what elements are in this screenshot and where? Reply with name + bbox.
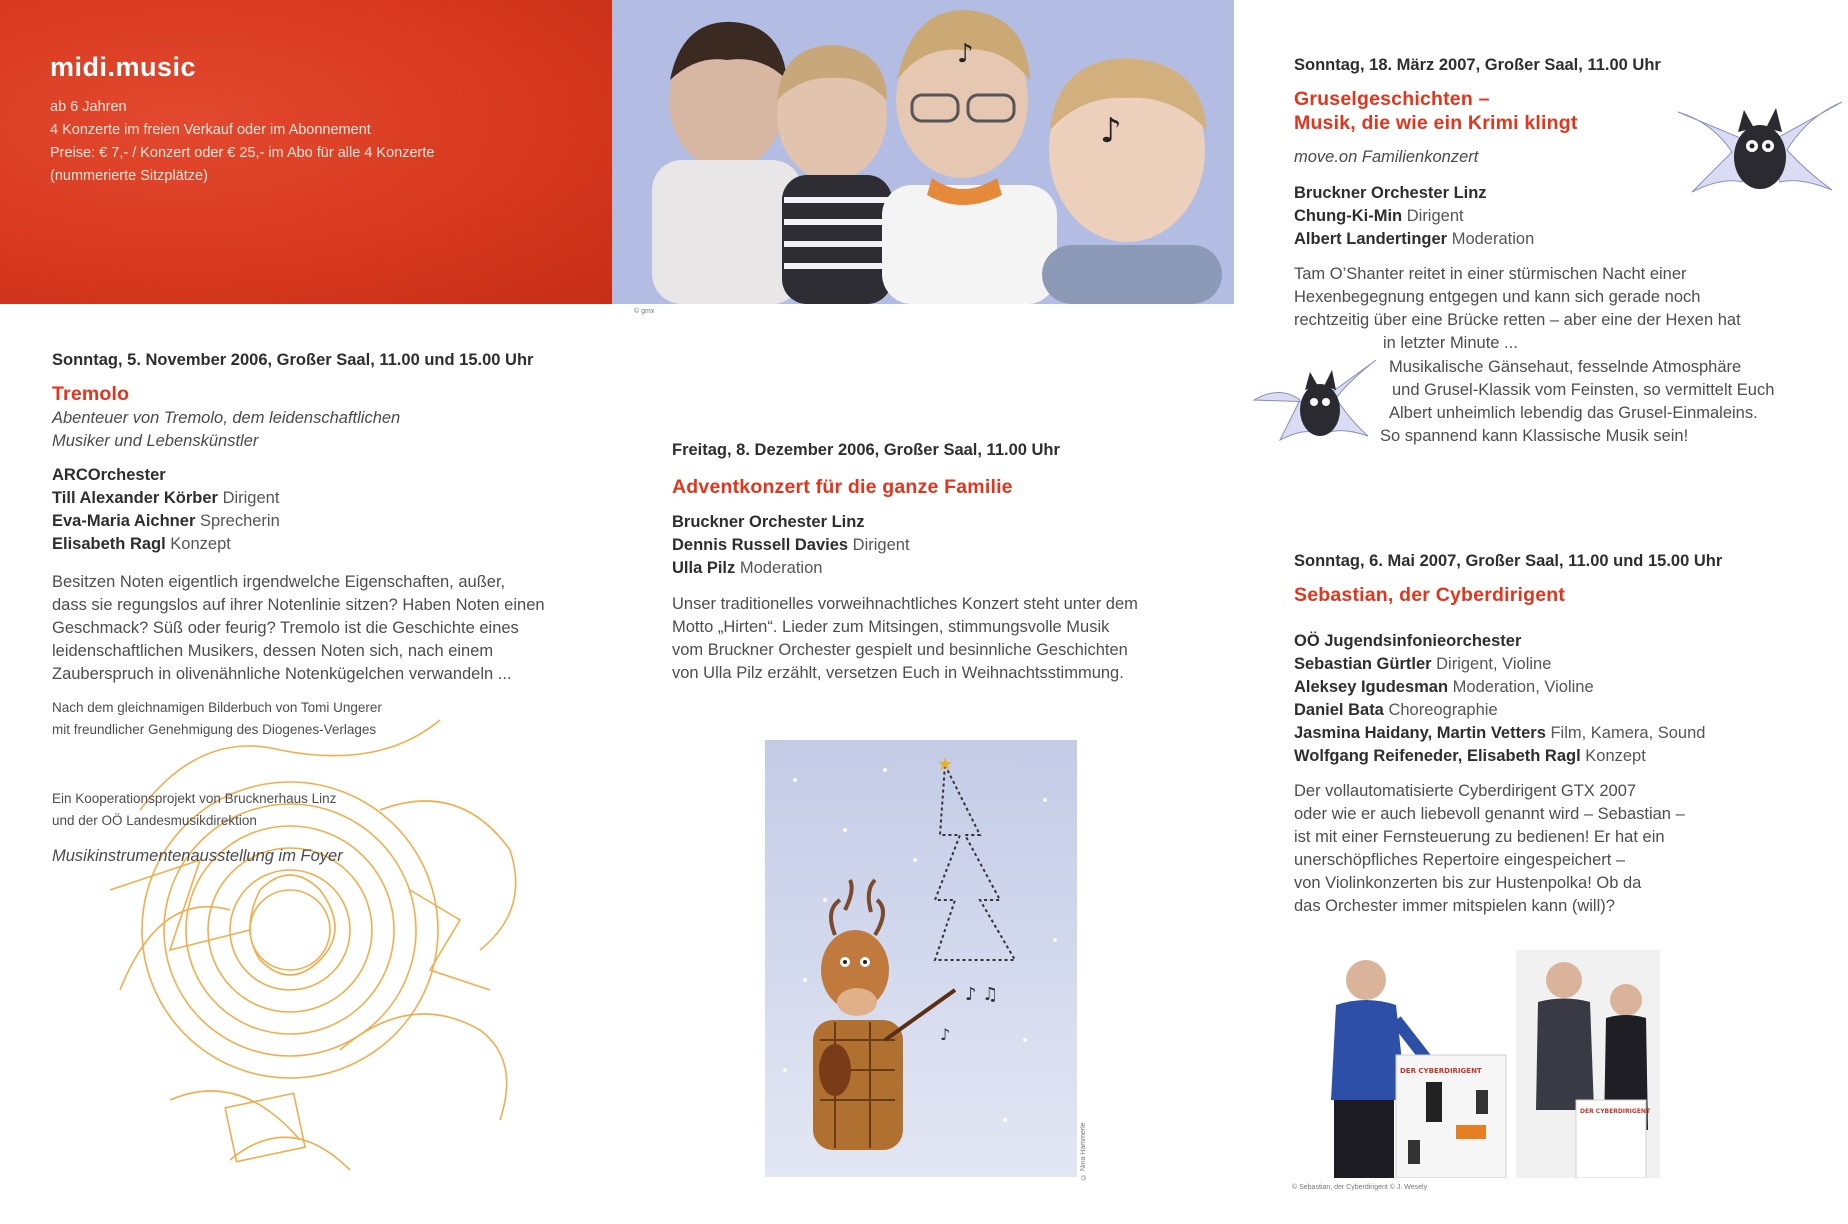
concert4-body-line: von Violinkonzerten bis zur Hustenpolka! Ob da <box>1294 874 1642 892</box>
concert4-body-line: Der vollautomatisierte Cyberdirigent GTX 2007 <box>1294 782 1637 800</box>
svg-text:♪: ♪ <box>1100 111 1122 151</box>
seating-info: (nummerierte Sitzplätze) <box>50 168 208 184</box>
concert4-body-line: ist mit einer Fernsteuerung zu bedienen! Er hat ein <box>1294 828 1665 846</box>
concert1-credit: Eva-Maria Aichner Sprecherin <box>52 512 280 530</box>
svg-text:♪: ♪ <box>940 1025 951 1044</box>
coop-line: und der OÖ Landesmusikdirektion <box>52 813 257 828</box>
concert2-body-line: Unser traditionelles vorweihnachtliches Konzert steht unter dem <box>672 595 1138 613</box>
concert1-date: Sonntag, 5. November 2006, Großer Saal, 11.00 und 15.00 Uhr <box>52 351 534 369</box>
price-info: Preise: € 7,- / Konzert oder € 25,- im Abo für alle 4 Konzerte <box>50 145 435 161</box>
concert1-body-line: leidenschaftlichen Musikers, dessen Noten sich, nach einem <box>52 642 494 660</box>
concert4-body-line: unerschöpfliches Repertoire eingespeichert – <box>1294 851 1626 869</box>
concert4-credit: OÖ Jugendsinfonieorchester <box>1294 632 1522 650</box>
age-info: ab 6 Jahren <box>50 99 127 115</box>
concert1-credit: Till Alexander Körber Dirigent <box>52 489 280 507</box>
concert2-body-line: Motto „Hirten“. Lieder zum Mitsingen, stimmungsvolle Musik <box>672 618 1110 636</box>
concert2-credit: Ulla Pilz Moderation <box>672 559 823 577</box>
concert2-body-line: vom Bruckner Orchester gespielt und besinnliche Geschichten <box>672 641 1128 659</box>
concert3-credit: Bruckner Orchester Linz <box>1294 184 1487 202</box>
concert4-body-line: oder wie er auch liebevoll genannt wird – Sebastian – <box>1294 805 1685 823</box>
concert2-credit: Dennis Russell Davies Dirigent <box>672 536 910 554</box>
photo-credit: © gmx <box>634 308 655 315</box>
concert3-credit: Chung-Ki-Min Dirigent <box>1294 207 1464 225</box>
concert2-date: Freitag, 8. Dezember 2006, Großer Saal, 11.00 Uhr <box>672 441 1060 459</box>
concert3-credit: Albert Landertinger Moderation <box>1294 230 1535 248</box>
children-photo <box>612 0 1234 304</box>
bat-illustration <box>1672 82 1848 202</box>
concert3-body-line: So spannend kann Klassische Musik sein! <box>1380 427 1689 445</box>
sales-info: 4 Konzerte im freien Verkauf oder im Abonnement <box>50 122 371 138</box>
concert1-body-line: Besitzen Noten eigentlich irgendwelche Eigenschaften, außer, <box>52 573 506 591</box>
cyber-box-label: DER CYBERDIRIGENT <box>1400 1067 1482 1075</box>
reindeer-illustration <box>765 740 1077 1177</box>
concert3-body-line: rechtzeitig über eine Brücke retten – aber eine der Hexen hat <box>1294 311 1741 329</box>
cyberdirigent-photo <box>1296 950 1660 1178</box>
concert3-body-line: Hexenbegegnung entgegen und kann sich gerade noch <box>1294 288 1701 306</box>
concert1-note-line: mit freundlicher Genehmigung des Diogenes-Verlages <box>52 722 377 737</box>
concert4-credit: Sebastian Gürtler Dirigent, Violine <box>1294 655 1552 673</box>
concert3-title-line: Gruselgeschichten – <box>1294 88 1490 110</box>
concert4-body-line: das Orchester immer mitspielen kann (will)? <box>1294 897 1615 915</box>
concert3-subtitle: move.on Familienkonzert <box>1294 148 1479 166</box>
brand-title: midi.music <box>50 52 197 82</box>
concert3-body-line: und Grusel-Klassik vom Feinsten, so vermittelt Euch <box>1392 381 1775 399</box>
concert3-body-line: in letzter Minute ... <box>1383 334 1518 352</box>
concert4-credit: Aleksey Igudesman Moderation, Violine <box>1294 678 1594 696</box>
concert1-body-line: dass sie regungslos auf ihrer Notenlinie sitzen? Haben Noten einen <box>52 596 545 614</box>
concert1-body-line: Zauberspruch in olivenähnliche Notenkügelchen verwandeln ... <box>52 665 512 683</box>
concert3-body-line: Tam O’Shanter reitet in einer stürmischen Nacht einer <box>1294 265 1687 283</box>
concert2-credit: Bruckner Orchester Linz <box>672 513 865 531</box>
coop-line: Ein Kooperationsprojekt von Brucknerhaus Linz <box>52 791 337 806</box>
cyberdirigent-credit: © Sebastian, der Cyberdirigent © J. Wesely <box>1292 1184 1428 1191</box>
concert3-title-line: Musik, die wie ein Krimi klingt <box>1294 112 1578 134</box>
svg-text:♪: ♪ <box>957 39 974 69</box>
concert4-credit: Wolfgang Reifeneder, Elisabeth Ragl Konzept <box>1294 747 1646 765</box>
concert3-date: Sonntag, 18. März 2007, Großer Saal, 11.00 Uhr <box>1294 56 1661 74</box>
reindeer-credit: © Nina Hammerle <box>1080 1122 1087 1180</box>
svg-text:★: ★ <box>937 754 954 775</box>
concert4-date: Sonntag, 6. Mai 2007, Großer Saal, 11.00 und 15.00 Uhr <box>1294 552 1723 570</box>
concert4-credit: Daniel Bata Choreographie <box>1294 701 1498 719</box>
concert1-subtitle-line: Musiker und Lebenskünstler <box>52 432 259 450</box>
bat-illustration <box>1250 340 1380 455</box>
concert1-credit: Elisabeth Ragl Konzept <box>52 535 231 553</box>
cyber-box-label: DER CYBERDIRIGENT <box>1580 1108 1651 1115</box>
tremolo-illustration <box>80 690 560 1190</box>
concert3-body-line: Albert unheimlich lebendig das Grusel-Einmaleins. <box>1389 404 1758 422</box>
concert1-credit: ARCOrchester <box>52 466 166 484</box>
concert1-subtitle-line: Abenteuer von Tremolo, dem leidenschaftlichen <box>52 409 401 427</box>
concert2-body-line: von Ulla Pilz erzählt, versetzen Euch in Weihnachtsstimmung. <box>672 664 1124 682</box>
concert2-title: Adventkonzert für die ganze Familie <box>672 476 1013 498</box>
svg-text:♪ ♫: ♪ ♫ <box>965 984 999 1005</box>
concert3-body-line: Musikalische Gänsehaut, fesselnde Atmosphäre <box>1389 358 1742 376</box>
concert1-body-line: Geschmack? Süß oder feurig? Tremolo ist die Geschichte eines <box>52 619 519 637</box>
exhibition-note: Musikinstrumentenausstellung im Foyer <box>52 847 343 865</box>
concert1-title: Tremolo <box>52 383 130 405</box>
concert4-credit: Jasmina Haidany, Martin Vetters Film, Kamera, Sound <box>1294 724 1706 742</box>
concert1-note-line: Nach dem gleichnamigen Bilderbuch von Tomi Ungerer <box>52 700 382 715</box>
concert4-title: Sebastian, der Cyberdirigent <box>1294 584 1566 606</box>
